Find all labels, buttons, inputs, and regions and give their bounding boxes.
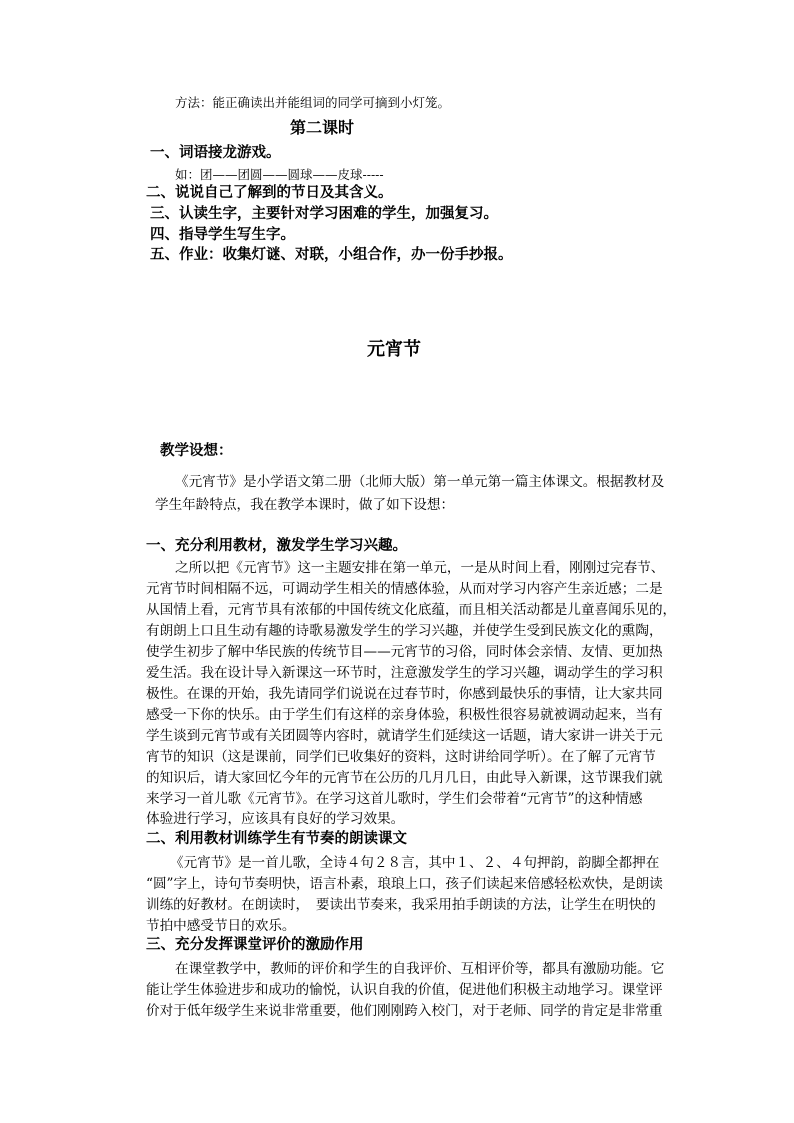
- lesson-item-3: 三、认读生字，主要针对学习困难的学生，加强复习。: [150, 205, 498, 222]
- section1-line: 来学习一首儿歌《元宵节》。在学习这首儿歌时，学生们会带着“元宵节”的这种情感: [146, 791, 643, 807]
- section3-line: 在课堂教学中，教师的评价和学生的自我评价、互相评价等，都具有激励功能。它: [175, 961, 665, 977]
- design-heading: 教学设想：: [160, 442, 233, 459]
- section2-line: 节拍中感受节日的欢乐。: [146, 918, 296, 934]
- lesson-item-4: 四、指导学生写生字。: [150, 226, 295, 243]
- intro-line-1: 《元宵节》是小学语文第二册（北师大版）第一单元第一篇主体课文。根据教材及: [175, 474, 665, 490]
- section1-line: 使学生初步了解中华民族的传统节目——元宵节的习俗，同时体会亲情、友情、更加热: [146, 644, 663, 660]
- section1-line: 爱生活。我在设计导入新课这一环节时，注意激发学生的学习兴趣，调动学生的学习积: [146, 665, 663, 681]
- lesson-item-2: 二、说说自己了解到的节日及其含义。: [146, 184, 393, 201]
- section2-line: “圆”字上，诗句节奏明快，语言朴素，琅琅上口，孩子们读起来倍感轻松欢快，是朗读: [146, 876, 663, 892]
- section1-line: 感受一下你的快乐。由于学生们有这样的亲身体验，积极性很容易就被调动起来，当有: [146, 707, 663, 723]
- section1-heading: 一、充分利用教材，激发学生学习兴趣。: [146, 537, 407, 554]
- lesson-title: 第二课时: [290, 118, 355, 137]
- section1-line: 学生谈到元宵节或有关团圆等内容时，就请学生们延续这一话题，请大家讲一讲关于元: [146, 728, 663, 744]
- section1-line: 从国情上看，元宵节具有浓郁的中国传统文化底蕴，而且相关活动都是儿童喜闻乐见的，: [146, 602, 677, 618]
- section2-line: 训练的好教材。在朗读时， 要读出节奏来，我采用拍手朗读的方法，让学生在明快的: [146, 897, 656, 913]
- section1-line: 有朗朗上口且生动有趣的诗歌易激发学生的学习兴趣，并使学生受到民族文化的熏陶，: [146, 623, 663, 639]
- section1-line: 的知识后，请大家回忆今年的元宵节在公历的几月几日，由此导入新课，这节课我们就: [146, 770, 663, 786]
- lesson-item-1: 一、词语接龙游戏。: [150, 144, 281, 161]
- section1-line: 之所以把《元宵节》这一主题安排在第一单元，一是从时间上看，刚刚过完春节、: [175, 560, 665, 576]
- method-note: 方法：能正确读出并能组词的同学可摘到小灯笼。: [175, 95, 451, 110]
- lesson-item-5: 五、作业：收集灯谜、对联，小组合作，办一份手抄报。: [150, 246, 513, 263]
- lesson-item-example: 如：团——团圆——圆球——皮球-----: [175, 167, 384, 182]
- section2-heading: 二、利用教材训练学生有节奏的朗读课文: [146, 830, 407, 847]
- section1-line: 体验进行学习，应该具有良好的学习效果。: [146, 811, 405, 827]
- section3-heading: 三、充分发挥课堂评价的激励作用: [146, 936, 364, 953]
- section1-line: 元宵节时间相隔不远，可调动学生相关的情感体验，从而对学习内容产生亲近感；二是: [146, 581, 663, 597]
- section3-line: 价对于低年级学生来说非常重要，他们刚刚跨入校门，对于老师、同学的肯定是非常重: [146, 1003, 663, 1019]
- section1-line: 宵节的知识（这是课前，同学们已收集好的资料，这时讲给同学听）。在了解了元宵节: [146, 749, 656, 765]
- section1-line: 极性。在课的开始，我先请同学们说说在过春节时，你感到最快乐的事情，让大家共同: [146, 686, 663, 702]
- article-title: 元宵节: [367, 339, 421, 360]
- section3-line: 能让学生体验进步和成功的愉悦，认识自我的价值，促进他们积极主动地学习。课堂评: [146, 982, 663, 998]
- intro-line-2: 学生年龄特点，我在教学本课时，做了如下设想：: [155, 497, 455, 513]
- section2-line: 《元宵节》是一首儿歌，全诗４句２８言，其中１、２、４句押韵，韵脚全都押在: [170, 855, 660, 871]
